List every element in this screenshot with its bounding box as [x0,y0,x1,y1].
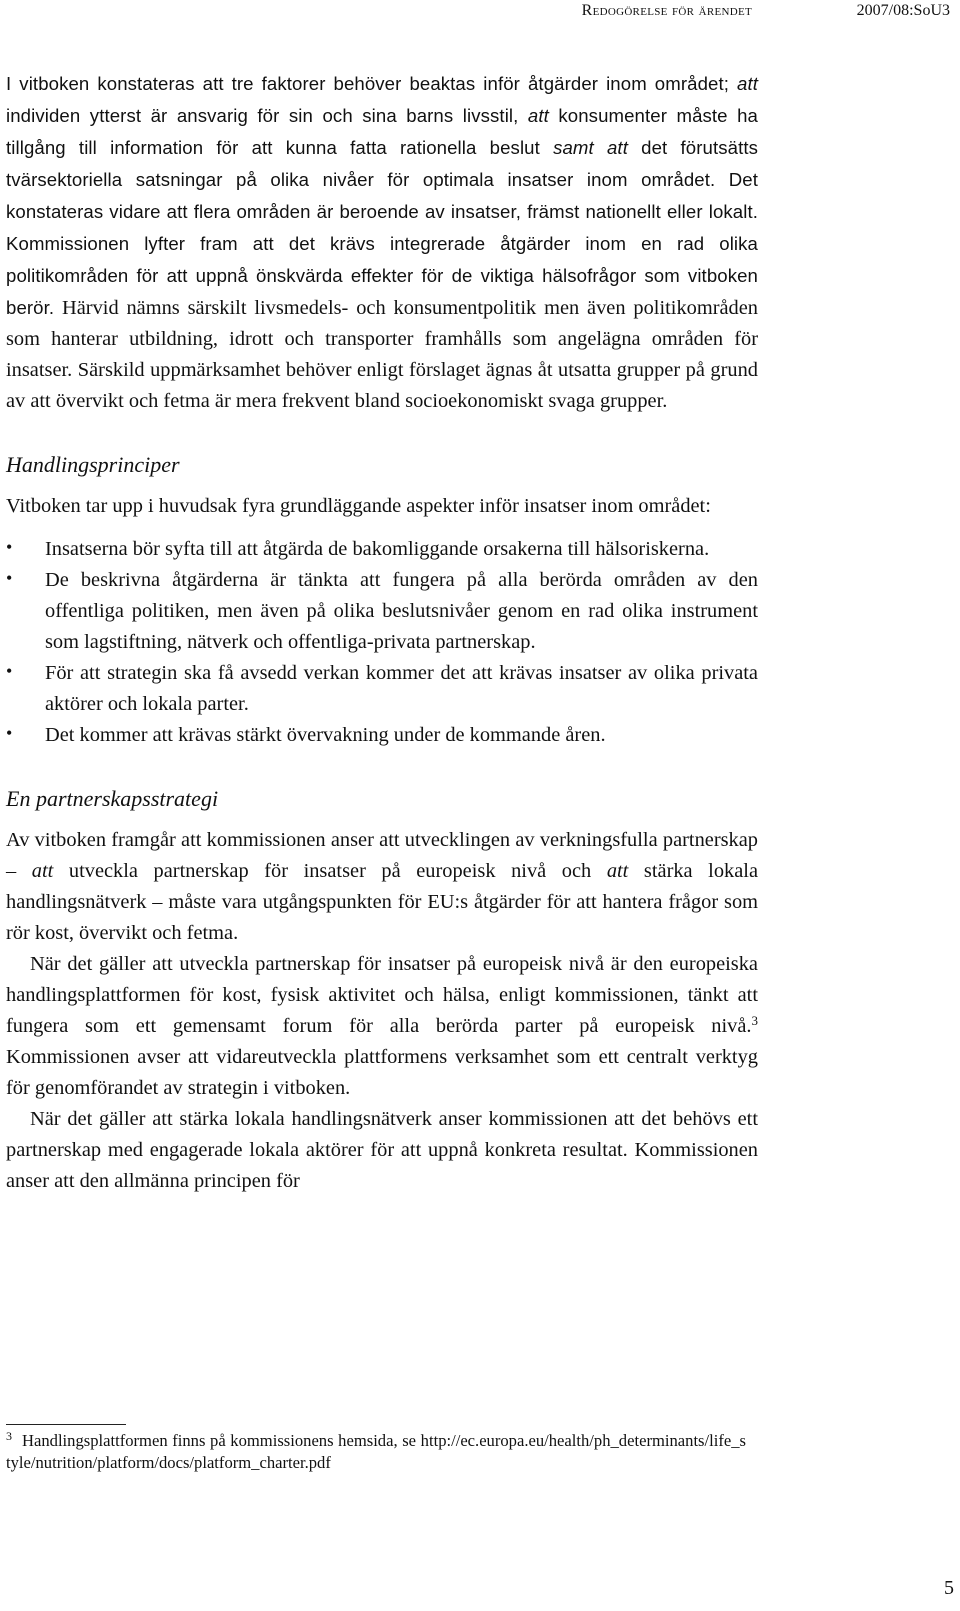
emphasis: att [737,73,758,94]
header-section-title: Redogörelse för ärendet [581,2,752,19]
text-run: Av vitboken framgår att kommissionen anser att utvecklingen av verkningsfulla partnerskap – [6,829,758,882]
emphasis: att [31,860,54,882]
footnote-number: 3 [6,1429,12,1443]
list-item [6,720,758,751]
footnote-text: Handlingsplattformen finns på kommissionens hemsida, se [22,1431,421,1450]
text-run: När det gäller att utveckla partnerskap för insatser på europeisk nivå är den europeiska handlingsplattformen för kost, fysisk aktivitet och hälsa, enligt kommissionen, tänkt att fungera som ett gemensamt forum för alla berörda parter på europeisk nivå. [6,953,758,1037]
list-item [6,658,758,720]
emphasis: att [606,860,629,882]
list-item [6,565,758,658]
paragraph-principles-intro: Vitboken tar upp i huvudsak fyra grundläggande aspekter inför insatser inom området: [6,495,711,517]
paragraph-european-level [6,949,758,1104]
list-item-text: De beskrivna åtgärderna är tänkta att fungera på alla berörda områden av den offentliga politiken, men även på olika beslutsnivåer genom en rad olika instrument som lagstiftning, nätverk och offentliga-privata partnerskap. [45,569,758,653]
running-header [0,0,960,30]
list-item-text: Det kommer att krävas stärkt övervakning under de kommande åren. [45,724,606,746]
bullet-icon: • [6,661,13,681]
principles-list [6,534,758,751]
header-document-id: 2007/08:SoU3 [856,2,950,19]
section-heading-handlingsprinciper: Handlingsprinciper [6,452,180,477]
body-text [6,68,758,1197]
paragraph-local-level: När det gäller att stärka lokala handlingsnätverk anser kommissionen att det behövs ett partnerskap med engagerade lokala aktörer för att uppnå konkreta resultat. Kommissionen anser att den allmänna principen för [6,1108,758,1192]
emphasis: samt att [553,137,628,158]
footnote-divider [6,1424,126,1425]
text-run: det förutsätts tvärsektoriella satsningar på olika nivåer för optimala insatser inom området. Det konstateras vidare att flera områden är beroende av insatser, främst nationellt eller lokalt. Kommissionen lyfter fram att det krävs integrerade åtgärder inom en rad olika politikområden för att uppnå önskvärda effekter för de viktiga hälsofrågor som vitboken berör. [6,137,758,318]
footnote [6,1430,746,1474]
text-run: I vitboken konstateras att tre faktorer behöver beaktas inför åtgärder inom området; [6,73,738,94]
page-number: 5 [944,1577,954,1599]
text-run: Kommissionen avser att vidareutveckla plattformens verksamhet som ett centralt verktyg för genomförandet av strategin i vitboken. [6,1046,758,1099]
text-run: individen ytterst är ansvarig för sin och sina barns livsstil, [6,105,528,126]
bullet-icon: • [6,723,13,743]
emphasis: att [527,105,549,126]
sans-run [6,73,758,318]
list-item [6,534,758,565]
footnote-link[interactable]: http://ec.europa.eu/health/ph_determinants/life_style/nutrition/platform/docs/platform_charter.pdf [6,1431,746,1472]
text-run: utveckla partnerskap för insatser på europeisk nivå och [53,860,607,882]
paragraph-intro [6,68,758,417]
list-item-text: För att strategin ska få avsedd verkan kommer det att krävas insatser av olika privata aktörer och lokala parter. [45,662,758,715]
footnote-reference[interactable]: 3 [751,1013,758,1028]
paragraph-partnership [6,825,758,949]
list-item-text: Insatserna bör syfta till att åtgärda de bakomliggande orsakerna till hälsoriskerna. [45,538,710,560]
section-heading-partnerskapsstrategi: En partnerskapsstrategi [6,786,219,811]
text-run: stärka lokala handlingsnätverk – måste vara utgångspunkten för EU:s åtgärder för att hantera frågor som rör kost, övervikt och fetma. [6,860,759,944]
text-run: konsumenter måste ha tillgång till information för att kunna fatta rationella beslut [6,105,758,158]
bullet-icon: • [6,568,13,588]
bullet-icon: • [6,537,13,557]
text-run: Härvid nämns särskilt livsmedels- och konsumentpolitik men även politikområden som hanterar utbildning, idrott och transporter framhålls som angelägna områden för insatser. Särskild uppmärksamhet behöver enligt förslaget ägnas åt utsatta grupper på grund av att övervikt och fetma är mera frekvent bland socioekonomiskt svaga grupper. [6,297,758,412]
